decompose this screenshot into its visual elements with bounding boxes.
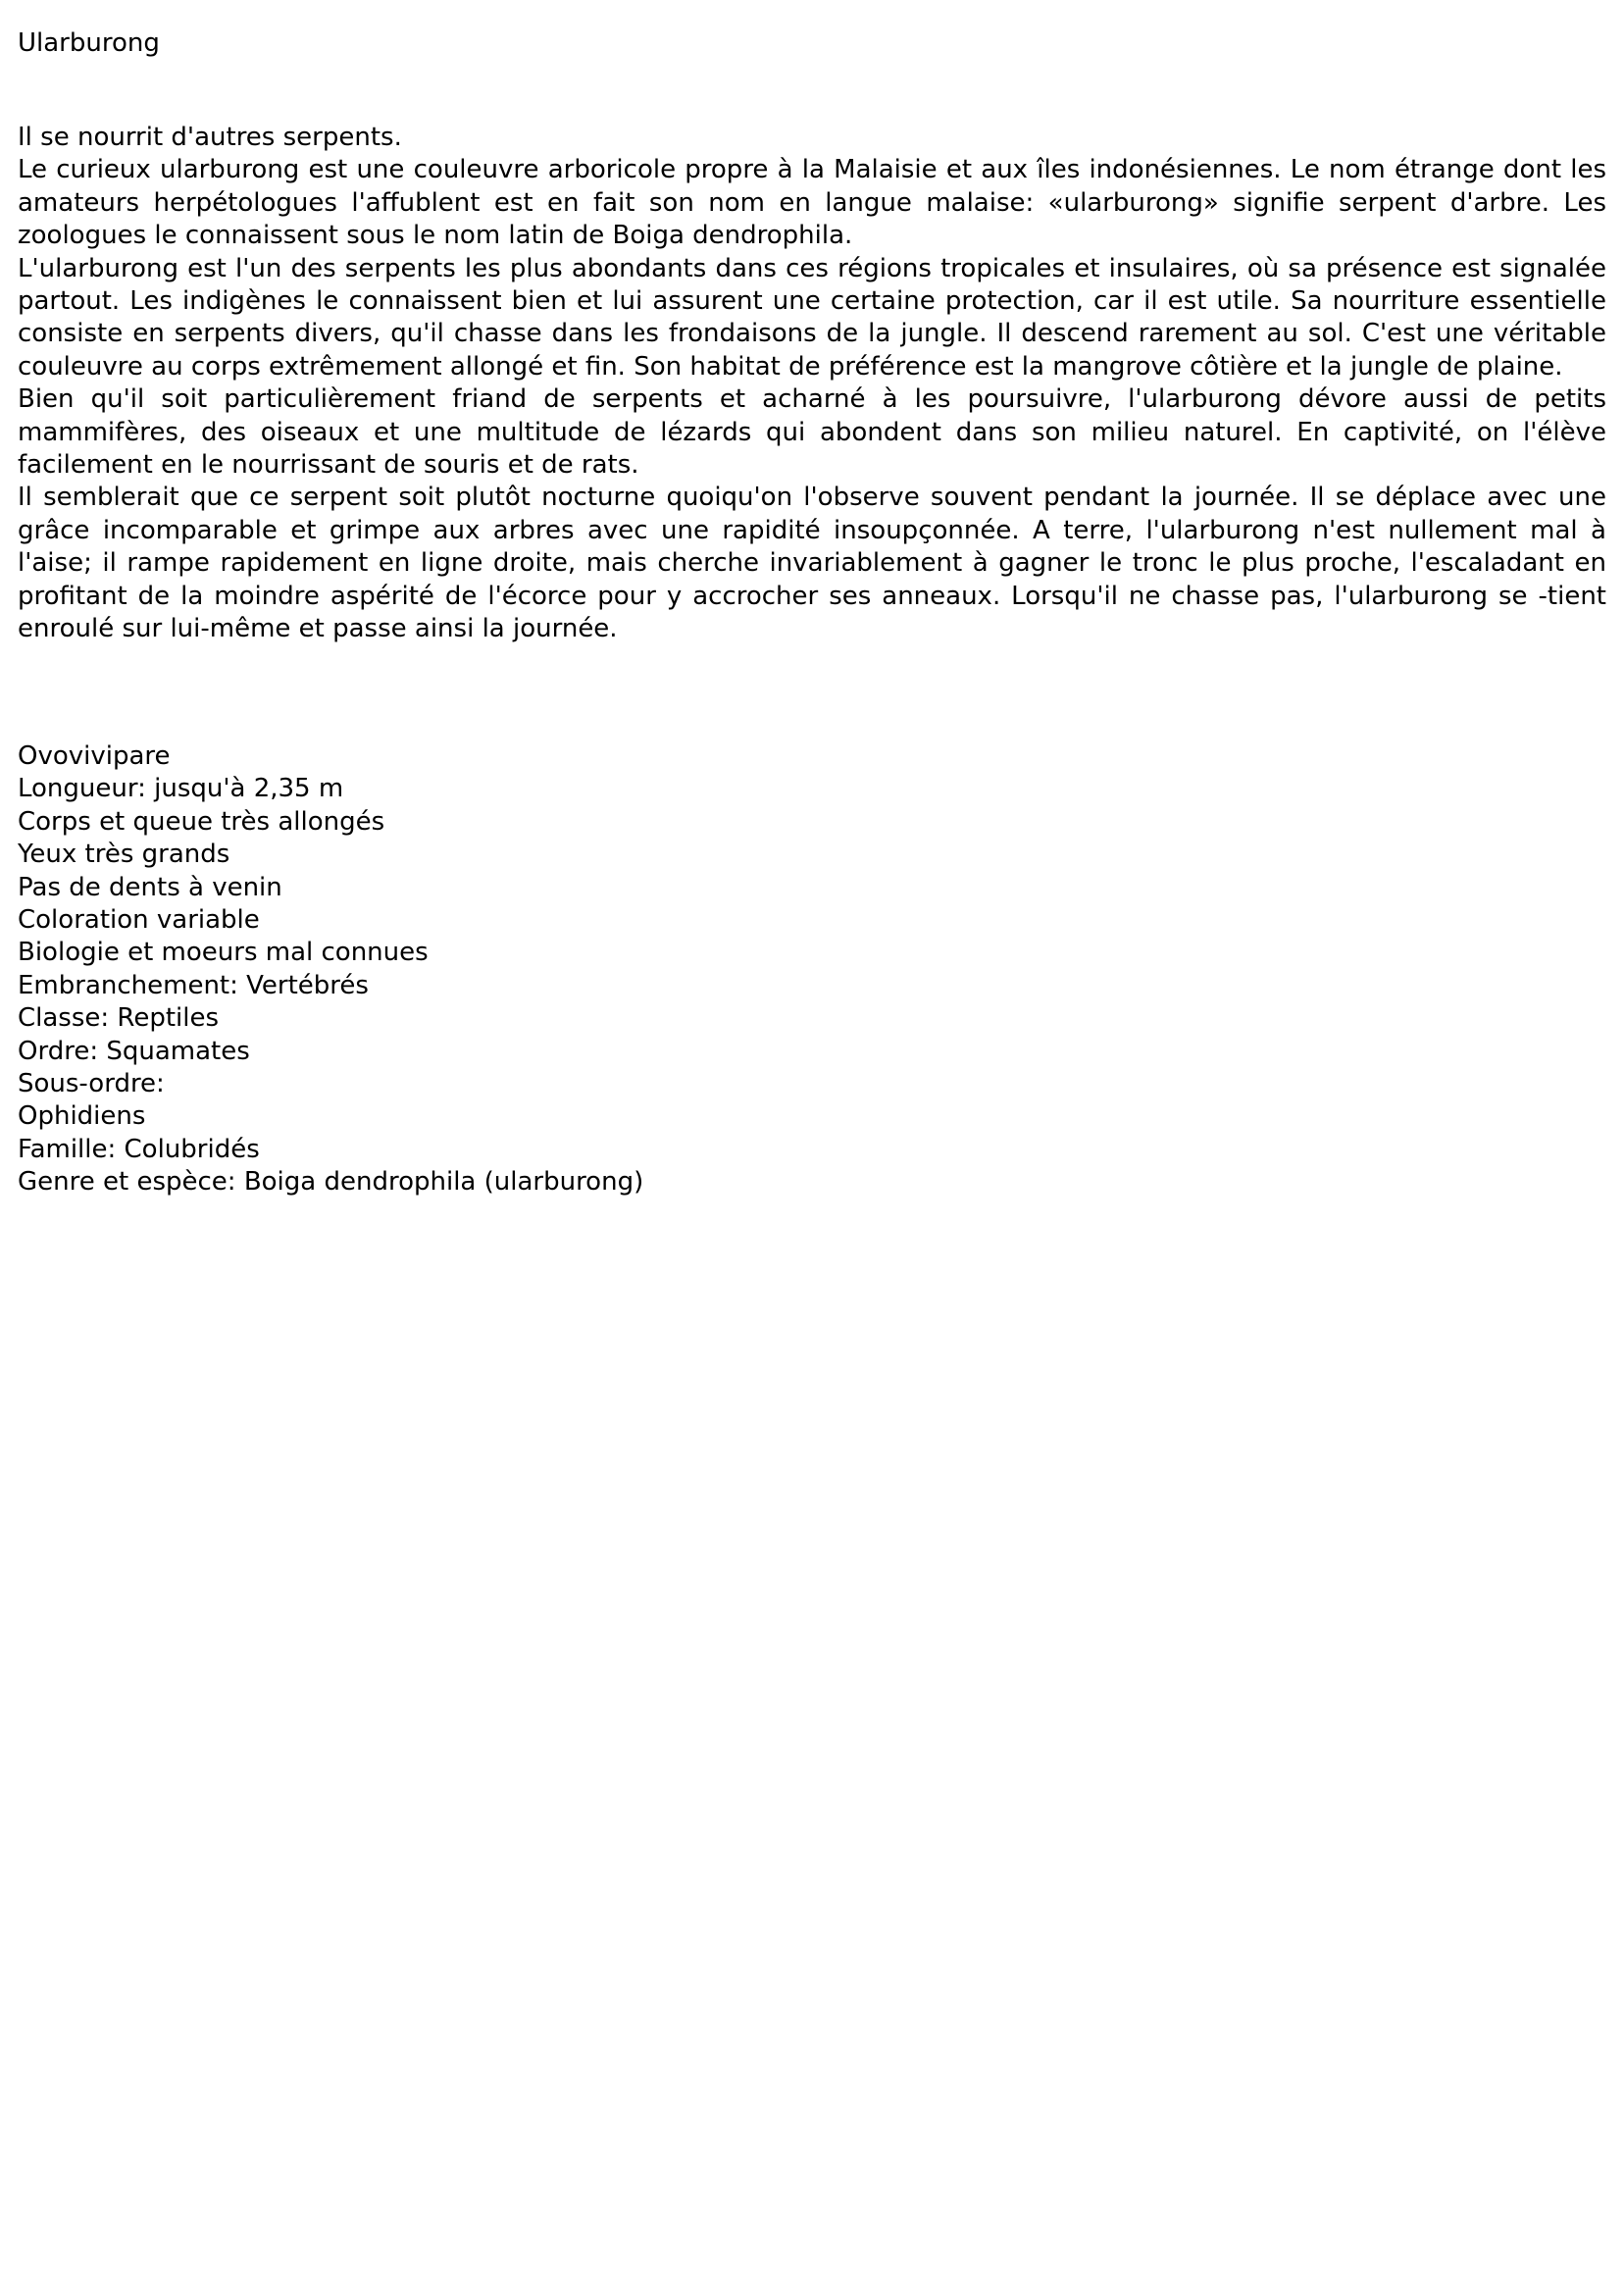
fact-item: Ovovivipare <box>18 741 171 771</box>
fact-item: Pas de dents à venin <box>18 872 282 902</box>
fact-item: Genre et espèce: Boiga dendrophila (ularburong) <box>18 1167 644 1198</box>
paragraph: Il semblerait que ce serpent soit plutôt nocturne quoiqu'on l'observe souvent pendant la journée. Il se déplace avec une grâce incomparable et grimpe aux arbres avec une rapidité insoupçonnée. A terre, l'ularburong n'est nullement mal à l'aise; il rampe rapidement en ligne droite, mais cherche invariablement à gagner le tronc le plus proche, l'escaladant en profitant de la moindre aspérité de l'écorce pour y accrocher ses anneaux. Lorsqu'il ne chasse pas, l'ularburong se -tient enroulé sur lui-même et passe ainsi la journée. <box>18 483 1606 644</box>
paragraph: Le curieux ularburong est une couleuvre arboricole propre à la Malaisie et aux îles indonésiennes. Le nom étrange dont les amateurs herpétologues l'affublent est en fait son nom en langue malaise: «ularburong» signifie serpent d'arbre. Les zoologues le connaissent sous le nom latin de Boiga dendrophila. <box>18 155 1606 251</box>
fact-item: Coloration variable <box>18 905 260 936</box>
fact-item: Longueur: jusqu'à 2,35 m <box>18 774 344 804</box>
fact-item: Biologie et moeurs mal connues <box>18 938 429 968</box>
fact-item: Embranchement: Vertébrés <box>18 970 369 1000</box>
fact-item: Corps et queue très allongés <box>18 806 385 837</box>
paragraph: L'ularburong est l'un des serpents les plus abondants dans ces régions tropicales et insulaires, où sa présence est signalée partout. Les indigènes le connaissent bien et lui assurent une certaine protection, car il est utile. Sa nourriture essentielle consiste en serpents divers, qu'il chasse dans les frondaisons de la jungle. Il descend rarement au sol. C'est une véritable couleuvre au corps extrêmement allongé et fin. Son habitat de préférence est la mangrove côtière et la jungle de plaine. <box>18 253 1606 382</box>
fact-item: Famille: Colubridés <box>18 1134 260 1164</box>
fact-item: Ophidiens <box>18 1101 146 1132</box>
document-title: Ularburong <box>18 28 160 58</box>
fact-item: Sous-ordre: <box>18 1069 165 1099</box>
document-body <box>18 122 1606 646</box>
facts-list <box>18 740 1606 1199</box>
paragraph: Bien qu'il soit particulièrement friand de serpents et acharné à les poursuivre, l'ularburong dévore aussi de petits mammifères, des oiseaux et une multitude de lézards qui abondent dans son milieu naturel. En captivité, on l'élève facilement en le nourrissant de souris et de rats. <box>18 384 1606 481</box>
fact-item: Classe: Reptiles <box>18 1003 220 1034</box>
fact-item: Ordre: Squamates <box>18 1036 250 1066</box>
paragraph: Il se nourrit d'autres serpents. <box>18 123 402 152</box>
fact-item: Yeux très grands <box>18 840 230 870</box>
